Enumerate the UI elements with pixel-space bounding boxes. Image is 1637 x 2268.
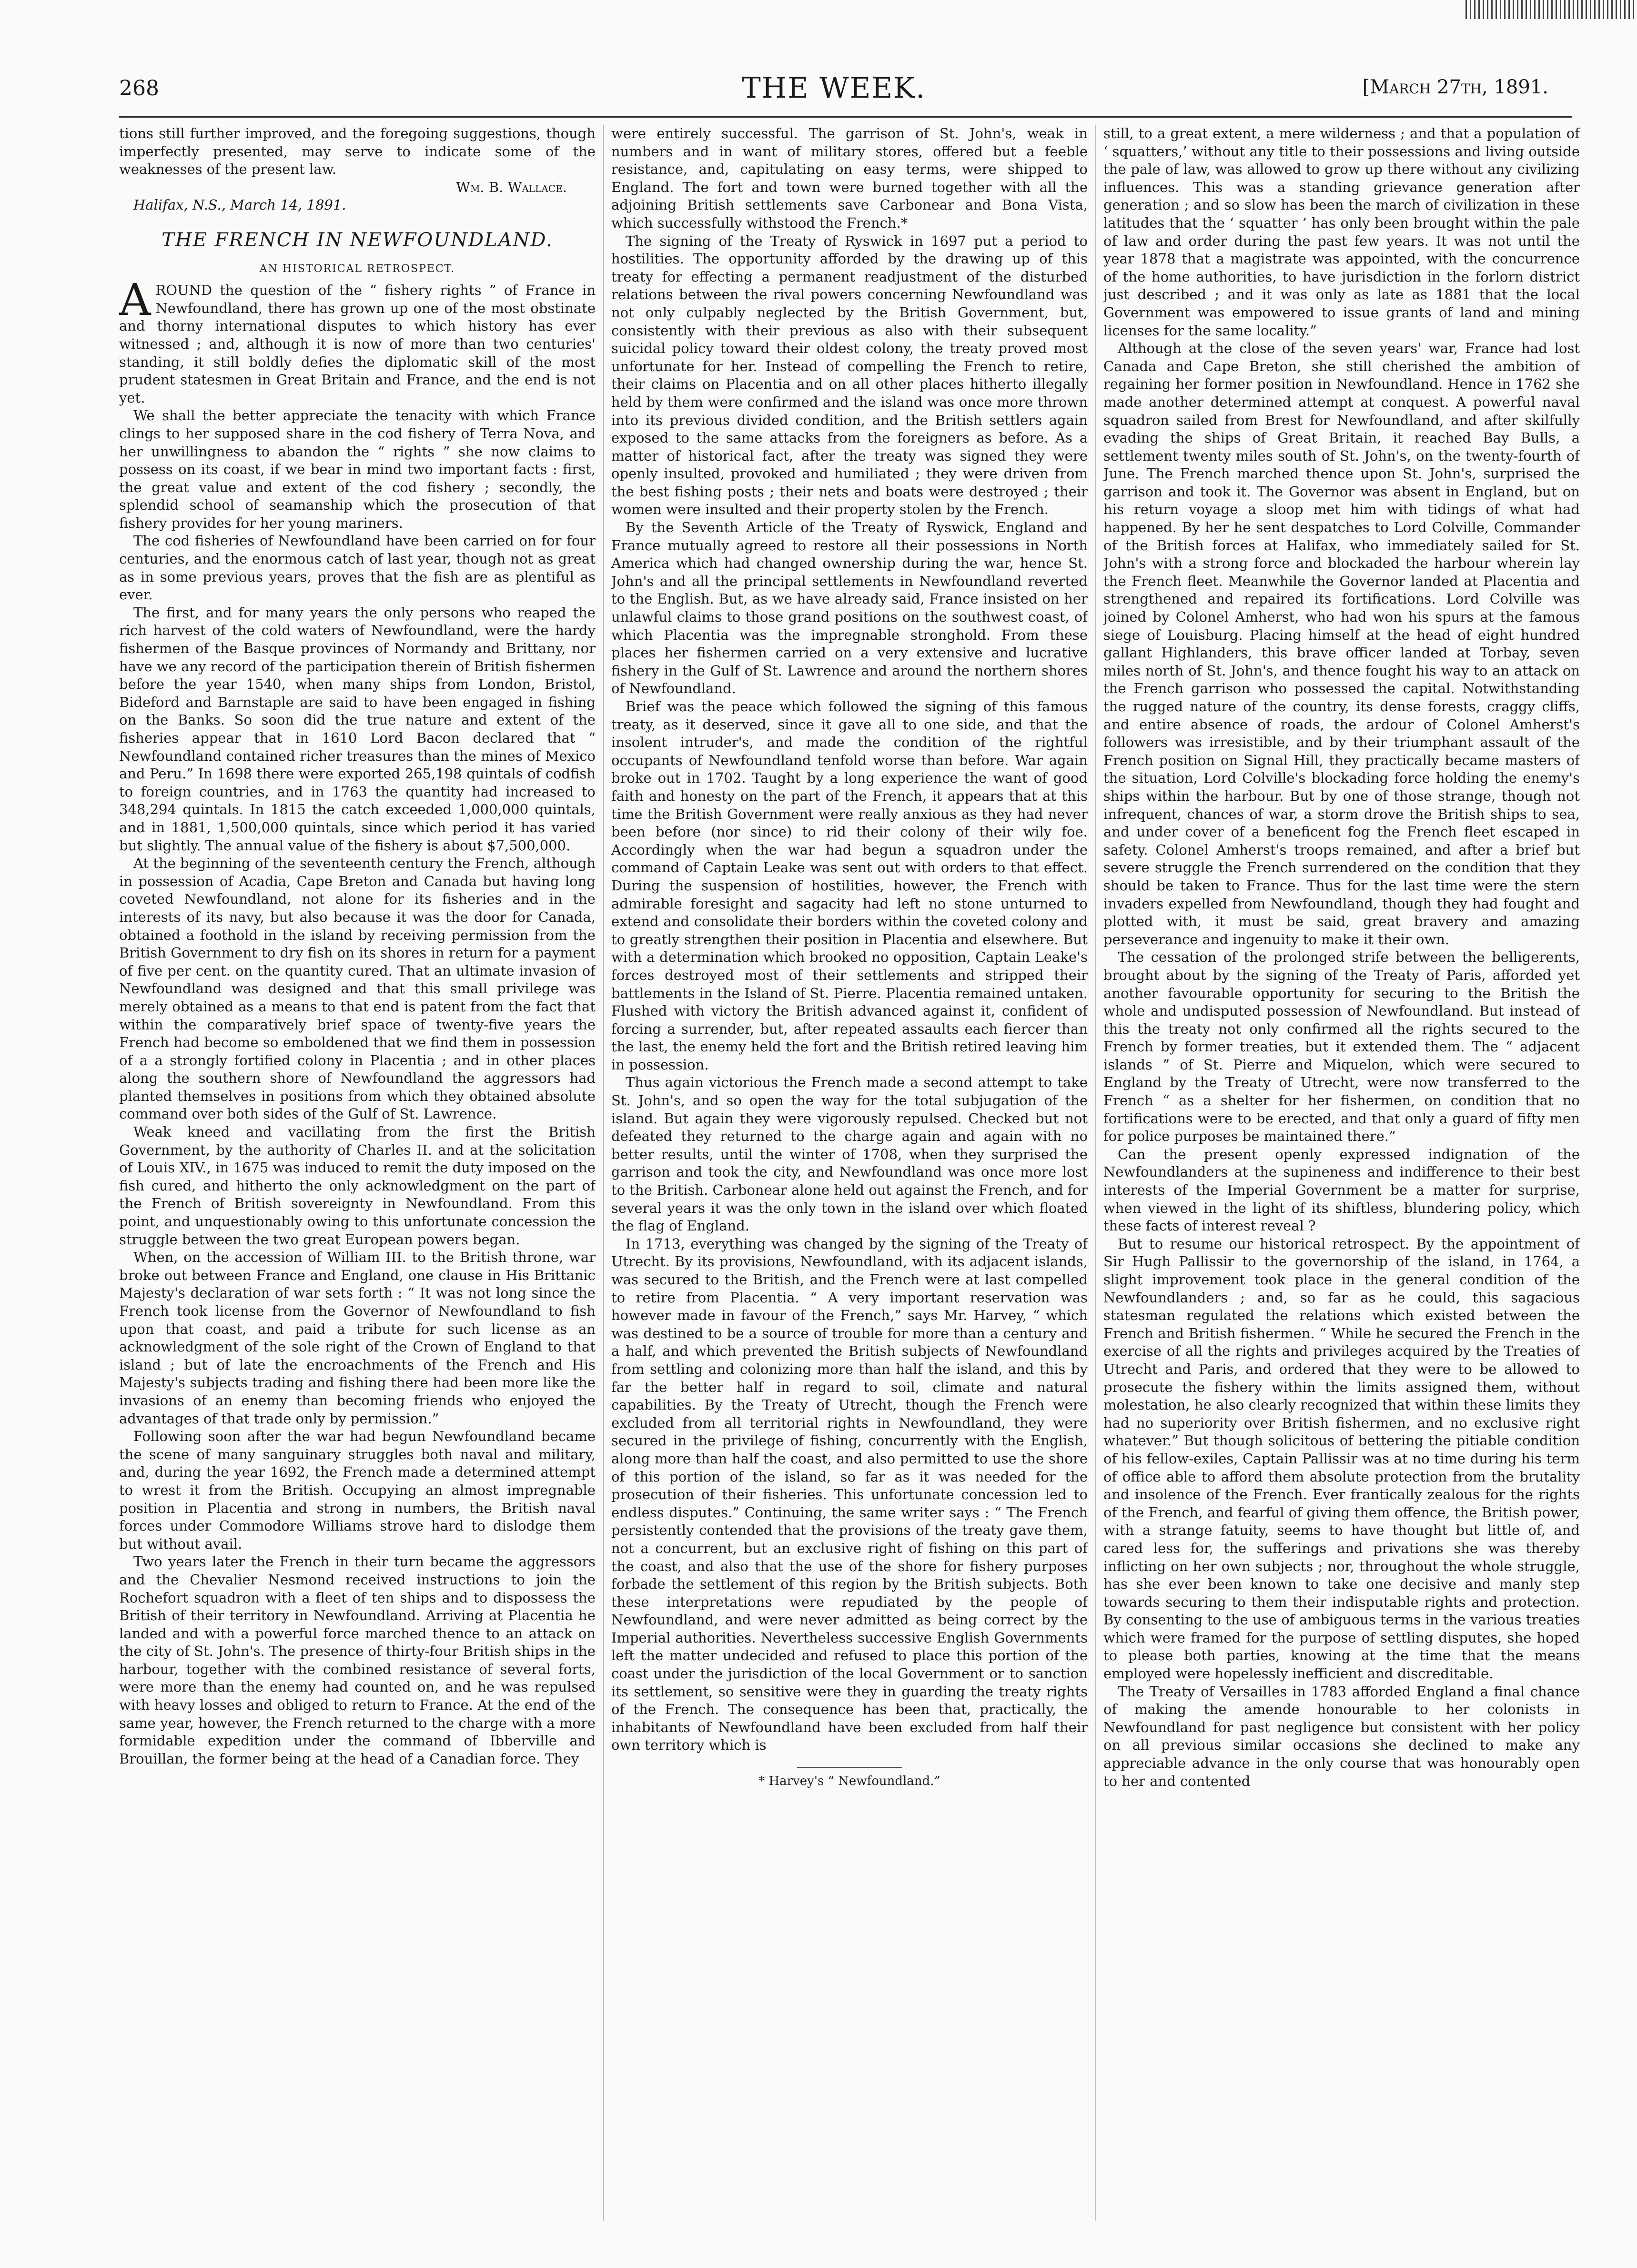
paragraph: Can the present openly expressed indignation of the Newfoundlanders at the supineness and indifference to their best interests of the Imperial Government be a matter for surprise, when viewed in the light of its shiftless, blundering policy, which these facts of interest reveal ? [1103, 1146, 1580, 1234]
column-divider [1095, 125, 1096, 2221]
paragraph: Although at the close of the seven years' war, France had lost Canada and Cape Breton, she still cherished the ambition of regaining her former position in Newfoundland. Hence in 1762 she made another determined attempt at conquest. A powerful naval squadron sailed from Brest for Newfoundland, and after skilfully evading the ships of Great Britain, it reached Bay Bulls, a settlement twenty miles south of St. John's, on the twenty-fourth of June. The French marched thence upon St. John's, surprised the garrison and took it. The Governor was absent in England, but on his return voyage a sloop met him with tidings of what had happened. By her he sent despatches to Lord Colville, Commander of the British forces at Halifax, who immediately sailed for St. John's with a strong force and blockaded the harbour wherein lay the French fleet. Meanwhile the Governor landed at Placentia and strengthened and repaired its fortifications. Lord Colville was joined by Colonel Amherst, who had won his spurs at the famous siege of Louisburg. Placing himself at the head of eight hundred gallant Highlanders, this brave officer landed at Torbay, seven miles north of St. John's, and thence fought his way to an attack on the French garrison who possessed the capital. Notwithstanding the rugged nature of the country, its dense forests, craggy cliffs, and entire absence of roads, the ardour of Colonel Amherst's followers was irresistible, and by their triumphant assault of the French position on Signal Hill, they practically became masters of the situation, Lord Colville's blockading force holding the enemy's ships within the harbour. But by one of those strange, though not infrequent, chances of war, a storm drove the British ships to sea, and under cover of a beneficent fog the French fleet escaped in safety. Colonel Amherst's troops remained, and after a brief but severe struggle the French surrendered on the condition that they should be taken to France. Thus for the last time were the stern invaders expelled from Newfoundland, though they had fought and plotted with, it must be said, great bravery and amazing perseverance and ingenuity to make it their own. [1103, 340, 1580, 948]
article-title: THE FRENCH IN NEWFOUNDLAND. [162, 229, 553, 251]
paragraph: were entirely successful. The garrison of St. John's, weak in numbers and in want of military stores, offered but a feeble resistance, and, capitulating on easy terms, were shipped to England. The fort and town were burned together with all the adjoining British settlements save Carbonear and Bona Vista, which successfully withstood the French.* [611, 125, 1088, 231]
footnote-rule [797, 1767, 902, 1768]
dateline: Halifax, N.S., March 14, 1891. [133, 197, 346, 213]
author-signature: Wm. B. Wallace. [456, 179, 567, 195]
page-header [119, 71, 1548, 114]
header-rule [119, 116, 1572, 118]
paragraph: We shall the better appreciate the tenacity with which France clings to her supposed share in the cod fishery of Terra Nova, and her unwillingness to abandon the “ rights ” she now claims to possess on its coast, if we bear in mind two important facts : first, the great value and extent of the cod fishery ; secondly, the splendid school of seamanship which the prosecution of that fishery provides for her young mariners. [119, 407, 596, 531]
paragraph: In 1713, everything was changed by the signing of the Treaty of Utrecht. By its provisions, Newfoundland, with its adjacent islands, was secured to the British, and the French were at last compelled to retire from Placentia. “ A very important reservation was however made in favour of the French,” says Mr. Harvey, “ which was destined to be a source of trouble for more than a century and a half, and which prevented the British subjects of Newfoundland from settling and colonizing more than half the island, and this by far the better half in regard to soil, climate and natural capabilities. By the Treaty of Utrecht, though the French were excluded from all territorial rights in Newfoundland, they were secured in the privilege of fishing, concurrently with the English, along more than half the coast, and also permitted to use the shore of this portion of the island, so far as it was needed for the prosecution of their fisheries. This unfortunate concession led to endless disputes.” Continuing, the same writer says : “ The French persistently contended that the provisions of the treaty gave them, not a concurrent, but an exclusive right of fishing on this part of the coast, and also that the use of the shore for fishery purposes forbade the settlement of this region by the British subjects. Both these interpretations were repudiated by the people of Newfoundland, and were never admitted as being correct by the Imperial authorities. Nevertheless successive English Governments left the matter undecided and refused to place this portion of the coast under the jurisdiction of the local Government or to sanction its settlement, so sensitive were they in guarding the treaty rights of the French. The consequence has been that, practically, the inhabitants of Newfoundland have been excluded from half their own territory which is [611, 1235, 1088, 1754]
paragraph: Following soon after the war had begun Newfoundland became the scene of many sanguinary struggles both naval and military, and, during the year 1692, the French made a determined attempt to wrest it from the British. Occupying an almost impregnable position in Placentia and strong in numbers, the British naval forces under Commodore Williams strove hard to dislodge them but without avail. [119, 1428, 596, 1552]
paragraph: The first, and for many years the only persons who reaped the rich harvest of the cold waters of Newfoundland, were the hardy fishermen of the Basque provinces of Normandy and Brittany, nor have we any record of the participation therein of British fishermen before the year 1540, when many ships from London, Bristol, Bideford and Barnstaple are said to have been engaged in fishing on the Banks. So soon did the true nature and extent of the fisheries appear that in 1610 Lord Bacon declared that “ Newfoundland contained richer treasures than the mines of Mexico and Peru.” In 1698 there were exported 265,198 quintals of codfish to foreign countries, and in 1763 the quantity had increased to 348,294 quintals. In 1815 the catch exceeded 1,000,000 quintals, and in 1881, 1,500,000 quintals, since which period it has varied but slightly. The annual value of the fishery is about $7,500,000. [119, 604, 596, 854]
paragraph: The cessation of the prolonged strife between the belligerents, brought about by the signing of the Treaty of Paris, afforded yet another favourable opportunity for securing to the British the whole and undisputed possession of Newfoundland. But instead of this the treaty not only confirmed all the rights secured to the French by former treaties, but it extended them. The “ adjacent islands ” of St. Pierre and Miquelon, which were secured to England by the Treaty of Utrecht, were now transferred to the French “ as a shelter for her fishermen, on condition that no fortifications were to be erected, and that only a guard of fifty men for police purposes be maintained there.” [1103, 949, 1580, 1145]
paragraph: At the beginning of the seventeenth century the French, although in possession of Acadia, Cape Breton and Canada but having long coveted Newfoundland, not alone for its fisheries and in the interests of its navy, but also because it was the door for Canada, obtained a foothold in the island by receiving permission from the British Government to dry fish on its shores in return for a payment of five per cent. on the quantity cured. That an ultimate invasion of Newfoundland was designed and that this small privilege was merely obtained as a means to that end is patent from the fact that within the comparatively brief space of twenty-five years the French had become so emboldened that we find them in possession of a a strongly fortified colony in Placentia ; and in other places along the southern shore of Newfoundland the aggressors had planted themselves in positions from which they obtained absolute command over both sides of the Gulf of St. Lawrence. [119, 855, 596, 1122]
paragraph: Weak kneed and vacillating from the first the British Government, by the authority of Charles II. and at the solicitation of Louis XIV., in 1675 was induced to remit the duty imposed on the fish cured, and hitherto the only acknowledgment on the part of the French of British sovereignty in Newfoundland. From this point, and unquestionably owing to this unfortunate concession the struggle between the two great European powers began. [119, 1124, 596, 1248]
paragraph: The cod fisheries of Newfoundland have been carried on for four centuries, and the enormous catch of last year, though not as great as in some previous years, proves that the fish are as plentiful as ever. [119, 533, 596, 603]
paragraph: The Treaty of Versailles in 1783 afforded England a final chance of making the amende honourable to her colonists in Newfoundland for past negligence but consistent with her policy on all previous similar occasions she declined to make any appreciable advance in the only course that was honourably open to her and contented [1103, 1683, 1580, 1789]
paragraph: still, to a great extent, a mere wilderness ; and that a population of ‘ squatters,’ without any title to their possessions and living outside the pale of law, was allowed to grow up there without any civilizing influences. This was a standing grievance generation after generation ; and so slow has been the march of civilization in these latitudes that the ‘ squatter ’ has only been brought within the pale of law and order during the past few years. It was not until the year 1878 that a magistrate was appointed, with the concurrence of the home authorities, to have jurisdiction in the forlorn district just described ; and it was only as late as 1881 that the local Government was empowered to issue grants of land and mining licenses for the same locality.” [1103, 125, 1580, 339]
paragraph: Brief was the peace which followed the signing of this famous treaty, as it deserved, since it gave all to one side, and that the insolent intruder's, and made the condition of the rightful occupants of Newfoundland tenfold worse than before. War again broke out in 1702. Taught by a long experience the want of good faith and honesty on the part of the French, it appears that at this time the British Government were really anxious as they had never been before (nor since) to rid their colony of their wily foe. Accordingly when the war had begun a squadron under the command of Captain Leake was sent out with orders to that effect. During the suspension of hostilities, however, the French with admirable foresight and sagacity had left no stone unturned to extend and consolidate their borders within the coveted colony and to greatly strengthen their position in Placentia and elsewhere. But with a determination which brooked no opposition, Captain Leake's forces destroyed most of their settlements and stripped their battlements in the Island of St. Pierre. Placentia remained untaken. Flushed with victory the British advanced against it, confident of forcing a surrender, but, after repeated assaults each fiercer than the last, the enemy held the fort and the British retired leaving him in possession. [611, 698, 1088, 1073]
column-divider [603, 125, 604, 2221]
column-2 [611, 125, 1088, 2235]
paragraph: When, on the accession of William III. to the British throne, war broke out between France and England, one clause in His Brittanic Majesty's declaration of war sets forth : “ It was not long since the French took license from the Governor of Newfoundland to fish upon that coast, and paid a tribute for such license as an acknowledgment of the sole right of the Crown of England to that island ; but of late the encroachments of the French and His Majesty's subjects trading and fishing there had been more like the invasions of an enemy than becoming friends who enjoyed the advantages of that trade only by permission.” [119, 1249, 596, 1427]
scan-edge-artifact [1465, 0, 1637, 19]
issue-date: [March 27th, 1891. [1362, 76, 1548, 98]
paragraph: Two years later the French in their turn became the aggressors and the Chevalier Nesmond received instructions to join the Rochefort squadron with a fleet of ten ships and to dispossess the British of their territory in Newfoundland. Arriving at Placentia he landed and with a powerful force marched thence to an attack on the city of St. John's. The presence of thirty-four British ships in the harbour, together with the combined resistance of several forts, were more than the enemy had counted on, and he was repulsed with heavy losses and obliged to return to France. At the end of the same year, however, the French returned to the charge with a more formidable expedition under the command of Ibberville and Brouillan, the former being at the head of a Canadian force. They [119, 1553, 596, 1767]
paragraph: By the Seventh Article of the Treaty of Ryswick, England and France mutually agreed to restore all their possessions in North America which had changed ownership during the war, hence St. John's and all the principal settlements in Newfoundland reverted to the English. But, as we have already said, France insisted on her unlawful claims to those grand positions on the southwest coast, of which Placentia was the impregnable stronghold. From these places her fishermen carried on a very extensive and lucrative fishery in the Gulf of St. Lawrence and around the northern shores of Newfoundland. [611, 519, 1088, 697]
paragraph: The signing of the Treaty of Ryswick in 1697 put a period to hostilities. The opportunity afforded by the drawing up of this treaty for effecting a permanent readjustment of the disturbed relations between the rival powers concerning Newfoundland was not only culpably neglected by the British Government, but, consistently with their previous as also with their subsequent suicidal policy toward their oldest colony, the treaty proved most unfortunate for her. Instead of compelling the French to retire, their claims on Placentia and on all other places hitherto illegally held by them were confirmed and the island was once more thrown into its previous divided condition, and the British settlers again exposed to the same attacks from the foreigners as before. As a matter of historical fact, after the treaty was signed they were openly insulted, provoked and humiliated ; they were driven from the best fishing posts ; their nets and boats were destroyed ; their women were insulted and their property stolen by the French. [611, 232, 1088, 518]
masthead: THE WEEK. [741, 71, 926, 105]
footnote: * Harvey's “ Newfoundland.” [758, 1774, 940, 1789]
page-number: 268 [119, 76, 159, 101]
drop-cap: A [119, 274, 151, 326]
lead-in-paragraph: tions still further improved, and the foregoing suggestions, though imperfectly presented, may serve to indicate some of the weaknesses of the present law. [119, 125, 596, 178]
paragraph: But to resume our historical retrospect. By the appointment of Sir Hugh Pallissir to the governorship of the island, in 1764, a slight improvement took place in the general condition of the Newfoundlanders ; and, so far as he could, this sagacious statesman regulated the relations which existed between the French and British fishermen. “ While he secured the French in the exercise of all the rights and privileges acquired by the Treaties of Utrecht and Paris, and ordered that they were to be allowed to prosecute the fishery within the limits assigned them, without molestation, he also clearly recognized that within these limits they had no superiority over British fishermen, and no exclusive right whatever.” But though solicitous of bettering the pitiable condition of his fellow-exiles, Captain Pallissir was at no time during his term of office able to afford them absolute protection from the brutality and insolence of the French. Ever frantically zealous for the rights of the French, and fearful of giving them offence, the British power, with a strange fatuity, seems to have thought but little of, and cared less for, the sufferings and privations she was thereby inflicting on her own subjects ; nor, throughout the whole struggle, has she ever been known to take one decisive and manly step towards securing to them their indisputable rights and protection. By consenting to the use of ambiguous terms in the various treaties which were framed for the purpose of settling disputes, she hoped to please both parties, knowing at the time that the means employed were hopelessly inefficient and discreditable. [1103, 1235, 1580, 1682]
article-subtitle: AN HISTORICAL RETROSPECT. [259, 262, 455, 275]
first-paragraph [119, 274, 596, 407]
column-3 [1103, 125, 1580, 2235]
paragraph: Thus again victorious the French made a second attempt to take St. John's, and so open the way for the total subjugation of the island. But again they were vigorously repulsed. Checked but not defeated they returned to the charge again and again with no better results, until the winter of 1708, when they surprised the garrison and took the city, and Newfoundland was once more lost to the British. Carbonear alone held out against the French, and for several years it was the only town in the island over which floated the flag of England. [611, 1074, 1088, 1234]
first-paragraph-text: ROUND the question of the “ fishery rights ” of France in Newfoundland, there has grown up one of the most obstinate and thorny international disputes to which history has ever witnessed ; and, although it is now of more than two centuries' standing, it still boldly defies the diplomatic skill of the most prudent statesmen in Great Britain and France, and the end is not yet. [119, 282, 596, 406]
column-1 [119, 125, 596, 2235]
